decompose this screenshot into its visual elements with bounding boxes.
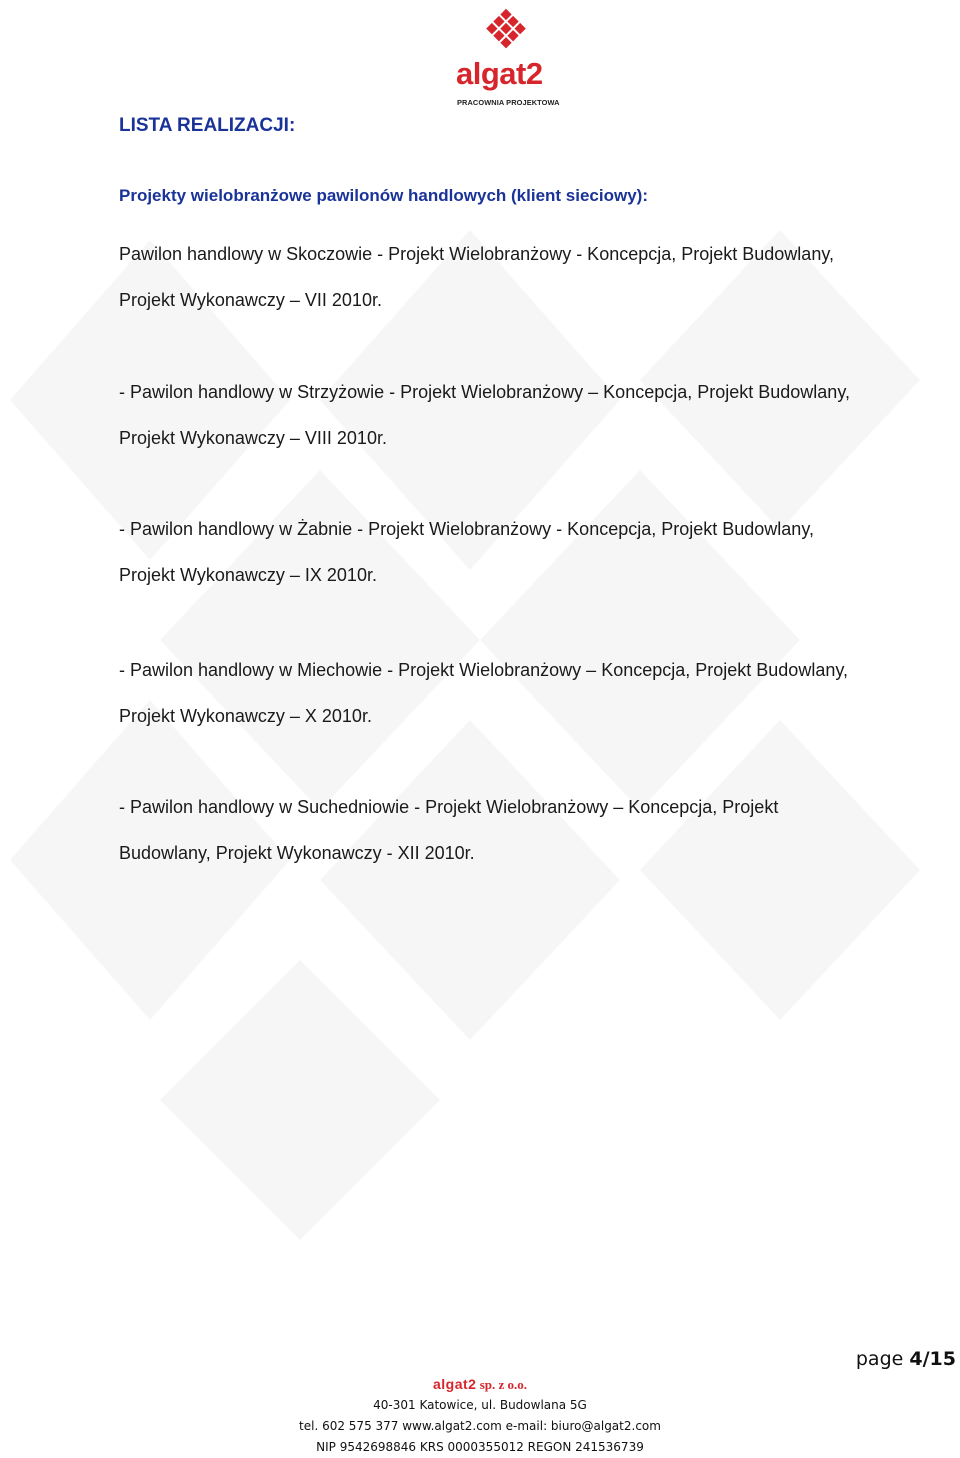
list-item-line: Budowlany, Projekt Wykonawczy - XII 2010r. [119,843,475,863]
list-item-line: Projekt Wykonawczy – X 2010r. [119,706,372,726]
page-title: LISTA REALIZACJI: [119,115,296,136]
list-item-line: - Pawilon handlowy w Miechowie - Projekt Wielobranżowy – Koncepcja, Projekt Budowlany, [119,660,848,680]
list-item-line: - Pawilon handlowy w Żabnie - Projekt Wielobranżowy - Koncepcja, Projekt Budowlany, [119,519,814,539]
list-item [119,369,939,461]
footer [0,1374,960,1458]
page-total: 15 [929,1348,956,1370]
footer-contact: tel. 602 575 377 www.algat2.com e-mail: biuro@algat2.com [299,1419,661,1433]
section-heading: Projekty wielobranżowe pawilonów handlowych (klient sieciowy): [119,186,648,205]
logo-tagline: PRACOWNIA PROJEKTOWA [457,98,560,107]
logo-wordmark: algat2 [456,56,543,91]
diamond-logo-icon [468,2,544,58]
page-separator: / [922,1348,930,1370]
footer-address: 40-301 Katowice, ul. Budowlana 5G [373,1398,587,1412]
list-item-line: Projekt Wykonawczy – VIII 2010r. [119,428,387,448]
page-label: page [855,1348,910,1370]
page-current: 4 [909,1348,923,1370]
list-item [119,647,939,739]
list-item-line: - Pawilon handlowy w Suchedniowie - Projekt Wielobranżowy – Koncepcja, Projekt [119,797,779,817]
company-logo [452,2,562,110]
footer-registry: NIP 9542698846 KRS 0000355012 REGON 241536739 [316,1440,644,1454]
list-item [119,231,939,323]
list-item [119,784,939,876]
page-number [856,1348,956,1370]
list-item [119,506,939,598]
list-item-line: Pawilon handlowy w Skoczowie - Projekt Wielobranżowy - Koncepcja, Projekt Budowlany, [119,244,834,264]
footer-brand: algat2 [432,1376,477,1392]
footer-brand-suffix: sp. z o.o. [476,1377,528,1392]
list-item-line: Projekt Wykonawczy – IX 2010r. [119,565,377,585]
footer-company [0,1374,960,1395]
list-item-line: - Pawilon handlowy w Strzyżowie - Projekt Wielobranżowy – Koncepcja, Projekt Budowlany, [119,382,850,402]
list-item-line: Projekt Wykonawczy – VII 2010r. [119,290,382,310]
